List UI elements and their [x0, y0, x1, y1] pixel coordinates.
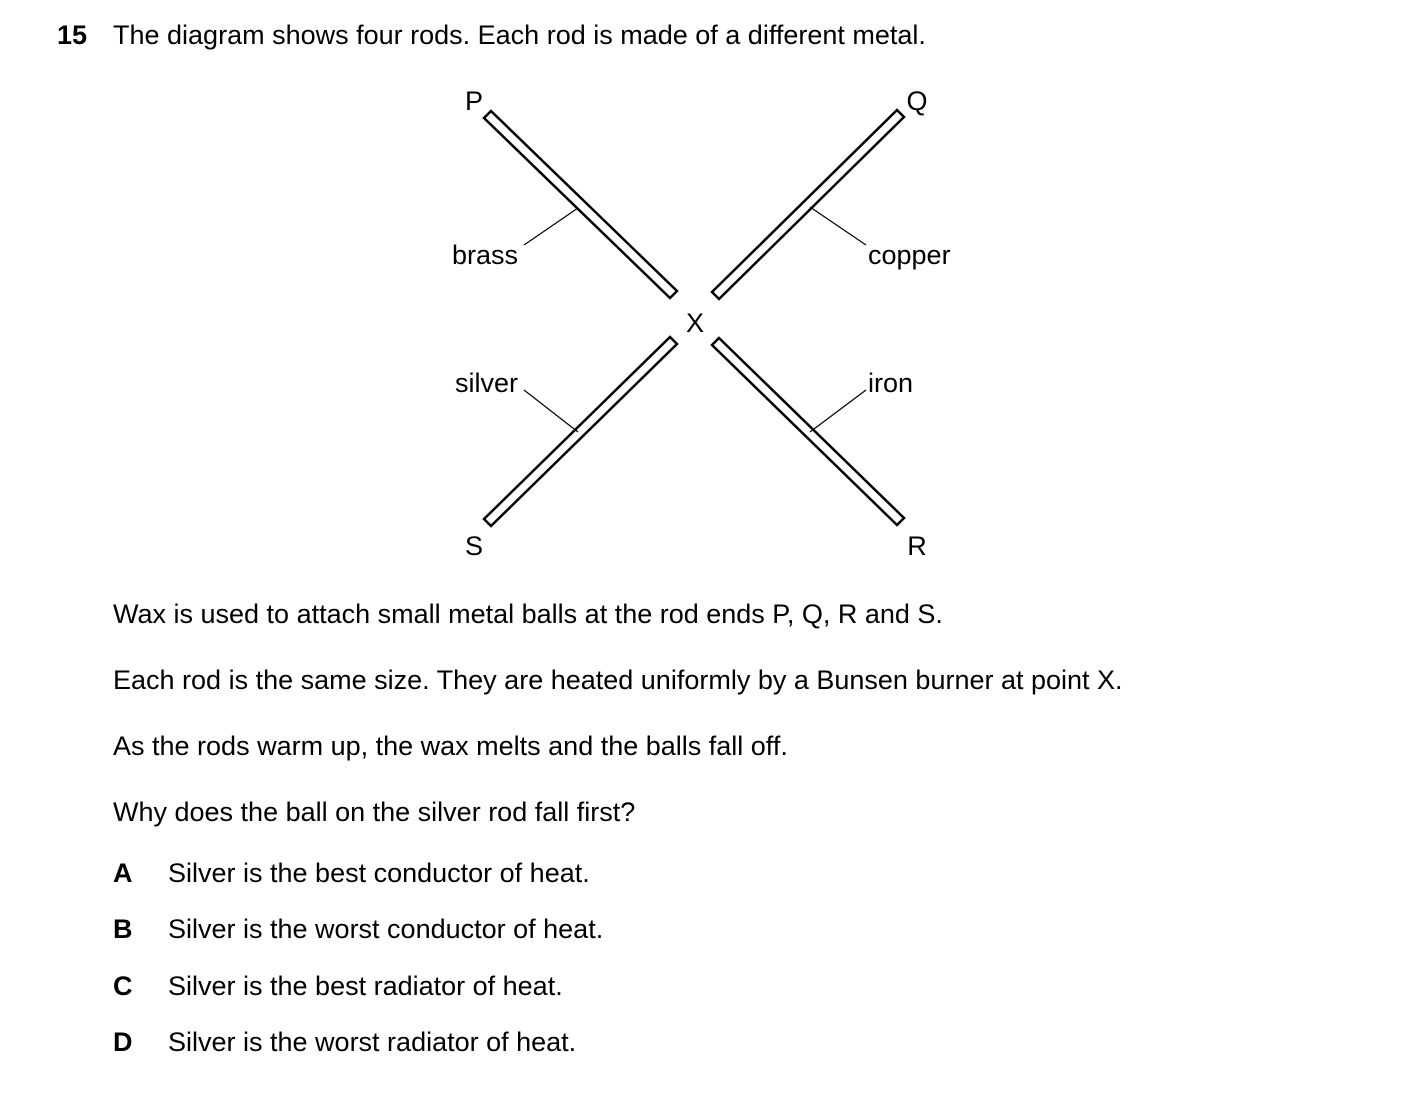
heating-point-label: X [685, 308, 705, 338]
rod-label-silver: silver [454, 368, 518, 398]
option-text: Silver is the best radiator of heat. [168, 971, 563, 1001]
paragraph-heating: Each rod is the same size. They are heated uniformly by a Bunsen burner at point X. [113, 665, 1123, 695]
rod-silver [484, 337, 677, 526]
end-label-r: R [907, 531, 927, 561]
question-stem: The diagram shows four rods. Each rod is made of a different metal. [113, 20, 926, 50]
rod-label-copper: copper [868, 240, 951, 270]
paragraph-melting: As the rods warm up, the wax melts and the balls fall off. [113, 731, 788, 761]
rod-copper [712, 110, 904, 299]
leader-line-iron [810, 390, 866, 432]
option-text: Silver is the best conductor of heat. [168, 858, 590, 888]
end-label-q: Q [906, 86, 928, 116]
leader-line-copper [810, 207, 866, 245]
leader-line-brass [524, 208, 578, 245]
option-letter: B [113, 914, 133, 944]
question-prompt: Why does the ball on the silver rod fall first? [113, 797, 636, 827]
paragraph-wax: Wax is used to attach small metal balls at the rod ends P, Q, R and S. [113, 599, 943, 629]
question-number: 15 [57, 20, 88, 50]
rod-iron [712, 338, 904, 525]
end-label-s: S [464, 531, 484, 561]
rod-label-brass: brass [451, 240, 518, 270]
end-label-p: P [464, 86, 484, 116]
option-text: Silver is the worst radiator of heat. [168, 1027, 577, 1057]
rod-label-iron: iron [868, 368, 914, 398]
option-letter: C [113, 971, 133, 1001]
leader-line-silver [524, 390, 578, 432]
option-text: Silver is the worst conductor of heat. [168, 914, 604, 944]
option-letter: A [113, 858, 133, 888]
option-letter: D [113, 1027, 133, 1057]
